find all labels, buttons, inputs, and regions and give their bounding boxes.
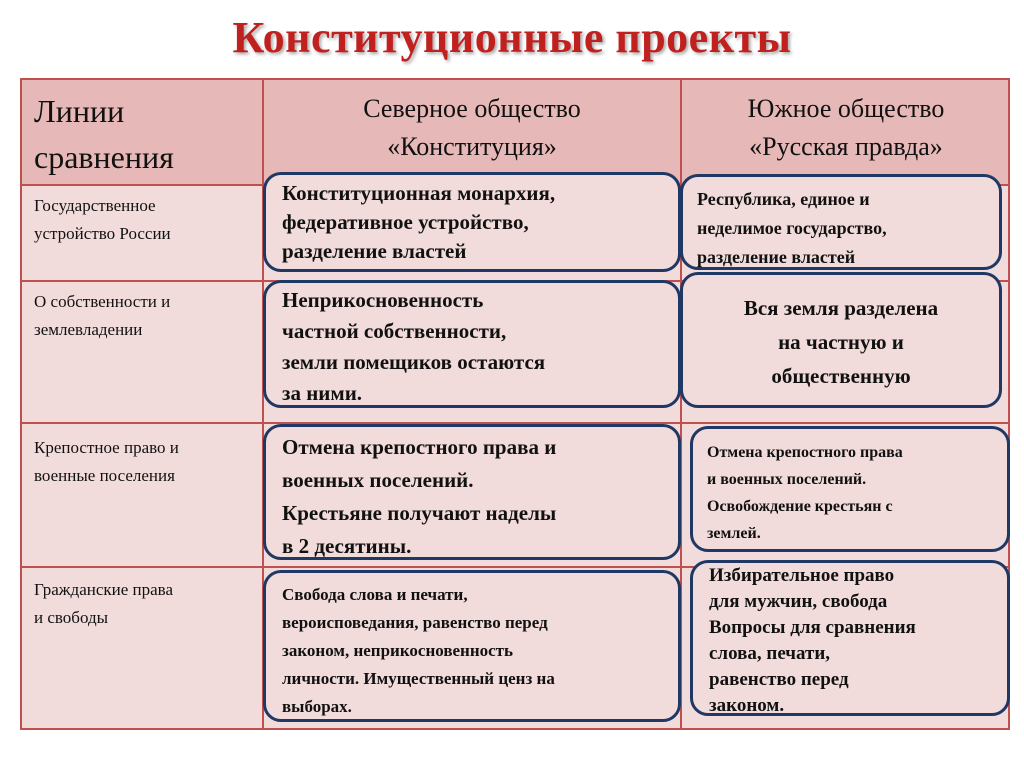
south-civil-rights-box: Избирательное право для мужчин, свобода Вопросы для сравнения слова, печати, равенство перед законом. [690,560,1010,716]
row-label-serfdom: Крепостное право и военные поселения [34,438,179,485]
header-comparison-lines: Линии сравнения [34,93,174,175]
north-property-box: Неприкосновенность частной собственности, земли помещиков остаются за ними. [263,280,681,408]
page-title: Конституционные проекты [232,13,792,62]
row-label-state-structure: Государственное устройство России [34,196,171,243]
row-label-property: О собственности и землевладении [34,292,171,339]
row-label-civil-rights: Гражданские права и свободы [34,580,174,627]
south-serfdom-box: Отмена крепостного права и военных поселений. Освобождение крестьян с землей. [690,426,1010,552]
south-state-structure-box: Республика, единое и неделимое государство, разделение властей [680,174,1002,270]
north-serfdom-box: Отмена крепостного права и военных поселений. Крестьяне получают наделы в 2 десятины. [263,424,681,560]
south-property-box: Вся земля разделена на частную и общественную [680,272,1002,408]
header-southern-society: Южное общество «Русская правда» [747,94,945,161]
north-civil-rights-box: Свобода слова и печати, вероисповедания, равенство перед законом, неприкосновенность личности. Имущественный ценз на выборах. [263,570,681,722]
north-state-structure-box: Конституционная монархия, федеративное устройство, разделение властей [263,172,681,272]
header-northern-society: Северное общество «Конституция» [363,94,581,161]
